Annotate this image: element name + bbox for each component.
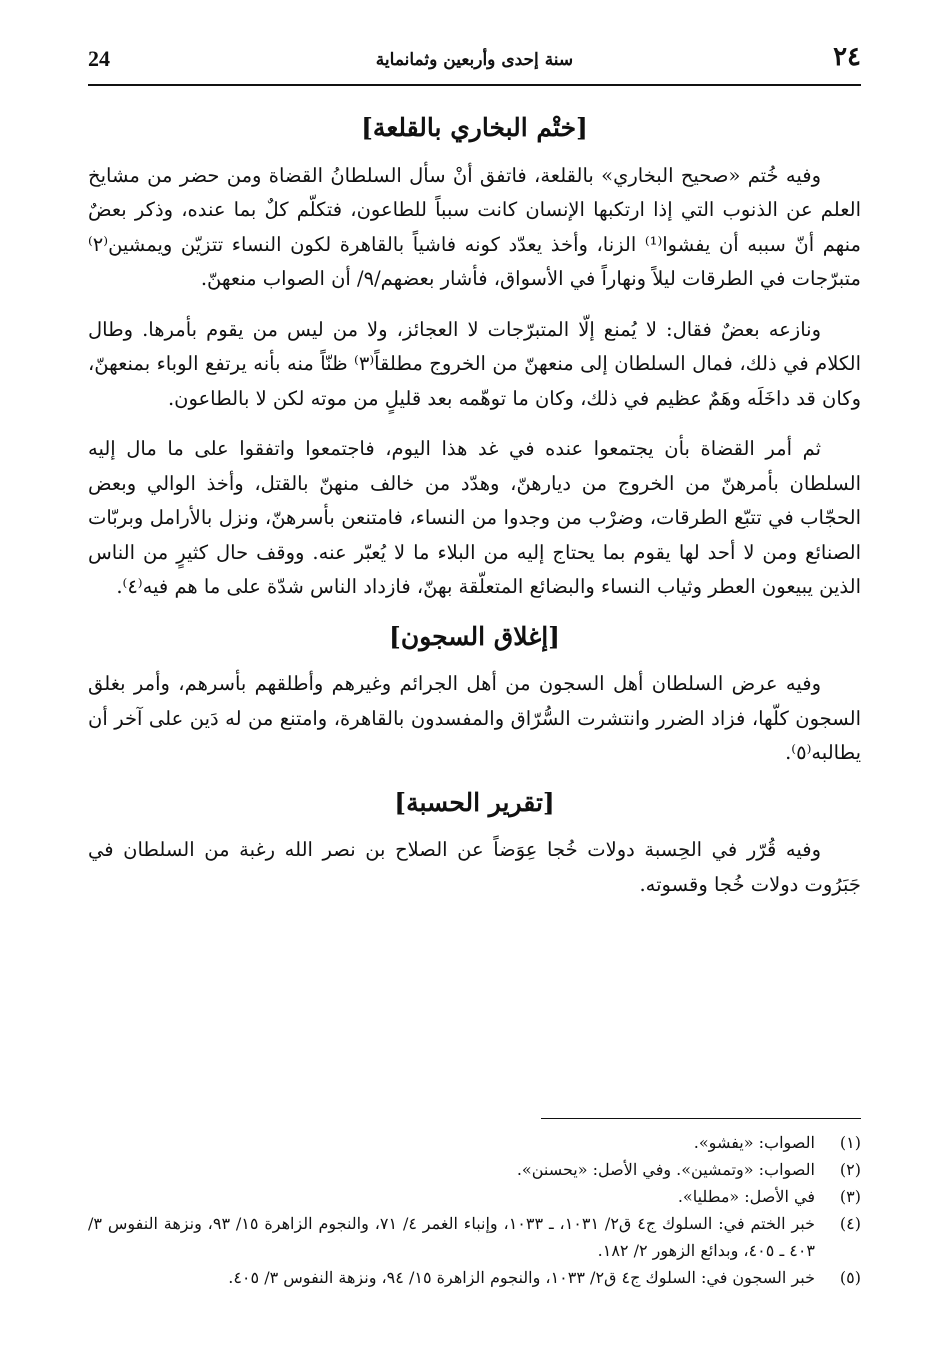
footnote-text: الصواب: «وتمشين». وفي الأصل: «يحسنن». [516, 1160, 815, 1179]
footnote [88, 1183, 861, 1210]
footnote-divider [541, 1118, 861, 1119]
paragraph: ثم أمر القضاة بأن يجتمعوا عنده في غد هذا اليوم، فاجتمعوا واتفقوا على ما مال إليه السلطان بأمرهنّ من الخروج من ديارهنّ، وهدّد من خالف منهنّ بالقتل، وأخذ الوالي وبعض الحجّاب في تتبّع الطرقات، وضرْب من وجدوا من النساء، فامتنعن بأسرهنّ، ونزل بالأرامل وبربّات الصنائع ومن لا أحد لها يقوم بما يحتاج إليه من البلاء ما لا يُعبّر عنه. ووقف حال كثيرٍ من الناس الذين يبيعون العطر وثياب النساء والبضائع المتعلّقة بهنّ، فازداد الناس شدّة على ما هم فيه⁽٤⁾. [88, 437, 861, 598]
footnote-text: الصواب: «يفشو». [693, 1133, 815, 1152]
paragraph: وفيه خُتم «صحيح البخاري» بالقلعة، فاتفق أنْ سأل السلطانُ القضاة ومن حضر من مشايخ العلم عن الذنوب التي إذا ارتكبها الإنسان كانت سبباً للطاعون، فتكلّم كلٌ بما عنده، وذكر بعضٌ منهم أنّ سببه أن يفشوا⁽¹⁾ الزنا، وأخذ يعدّد كونه فاشياً بالقاهرة لكون النساء تتزيّن ويمشين⁽٢⁾ متبرّجات في الطرقات ليلاً ونهاراً في الأسواق، فأشار بعضهم/٩/ أن الصواب منعهنّ. [88, 163, 861, 290]
page-number-arabic: ٢٤ [833, 42, 861, 72]
footnote-text: خبر الختم في: السلوك ج٤ ق٢/ ١٠٣١، ـ ١٠٣٣، وإنباء الغمر ٤/ ٧١، والنجوم الزاهرة ١٥/ ٩٣، ونزهة النفوس ٣/ ٤٠٣ ـ ٤٠٥، وبدائع الزهور ٢/ ١٨٢. [88, 1214, 816, 1260]
footnote-number: (٤) [839, 1214, 861, 1233]
page-header [88, 40, 861, 86]
footnotes [88, 1118, 861, 1291]
paragraph: وفيه عرض السلطان أهل السجون من أهل الجرائم وغيرهم وأطلقهم بأسرهم، وأمر بغلق السجون كلّها، فزاد الضرر وانتشرت السُّرّاق والمفسدون بالقاهرة، وامتنع من له دَين على آخر أن يطالبه⁽٥⁾. [88, 672, 861, 764]
footnote-number: (٣) [839, 1187, 861, 1206]
footnote-number: (٥) [839, 1268, 861, 1287]
footnote [88, 1156, 861, 1183]
footnote [88, 1129, 861, 1156]
page-number-latin: 24 [88, 46, 110, 71]
footnote [88, 1264, 861, 1291]
paragraph: وفيه قُرّر في الحِسبة دولات خُجا عِوَضاً عن الصلاح بن نصر الله رغبة من السلطان في جَبَرُوت دولات خُجا وقسوته. [88, 838, 861, 896]
running-title: سنة إحدى وأربعين وثمانماية [375, 50, 574, 70]
page-body [88, 104, 861, 918]
section-heading: [إغلاق السجون] [389, 621, 560, 651]
footnote-number: (١) [839, 1133, 861, 1152]
footnote [88, 1210, 861, 1264]
footnote-text: في الأصل: «مطليا». [677, 1187, 815, 1206]
footnote-text: خبر السجون في: السلوك ج٤ ق٢/ ١٠٣٣، والنجوم الزاهرة ١٥/ ٩٤، ونزهة النفوس ٣/ ٤٠٥. [228, 1268, 815, 1287]
section-heading: [ختْم البخاري بالقلعة] [361, 113, 588, 142]
paragraph: ونازعه بعضٌ فقال: لا يُمنع إلّا المتبرّجات لا العجائز، ولا من ليس من يقوم بأمرها. وطال الكلام في ذلك، فمال السلطان إلى منعهنّ من الخروج مطلقاً⁽٣⁾ ظنّاً منه بأنه يرتفع الوباء بمنعهنّ، وكان قد داخَلَه وهَمٌ عظيم في ذلك، وكان ما توهّمه بعد قليلٍ من موته لكن لا بالطاعون. [88, 317, 861, 410]
footnote-number: (٢) [839, 1160, 861, 1179]
section-heading: [تقرير الحسبة] [394, 787, 555, 817]
